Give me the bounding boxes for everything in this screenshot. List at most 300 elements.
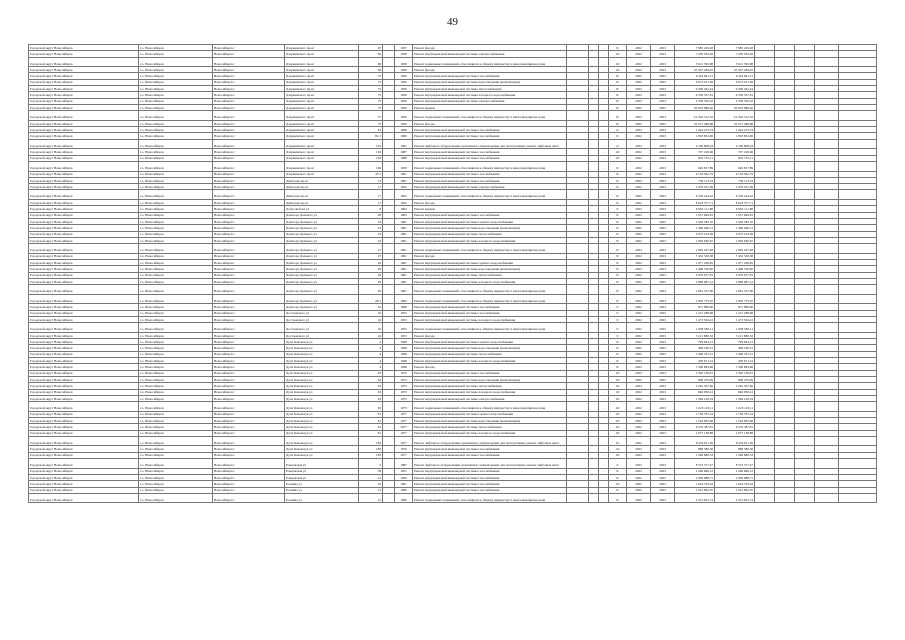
table-cell (567, 436, 589, 446)
table-cell: Новосибирск г (213, 73, 285, 79)
table-cell: 2023 (651, 225, 675, 231)
table-cell: 81 (359, 424, 383, 430)
table-cell: 2023 (651, 104, 675, 110)
table-cell: 8/ (609, 111, 627, 121)
table-cell: 9/ (609, 212, 627, 218)
table-cell: Новосибирск г (213, 481, 285, 487)
table-cell: 8/ (609, 98, 627, 104)
table-cell: . (599, 259, 609, 265)
table-cell: Городской округ Новосибирск (29, 310, 139, 316)
table-cell: 4 (359, 351, 383, 357)
table-cell: 1977 (395, 411, 413, 417)
table-cell: Ремонт фасада (413, 332, 567, 338)
table-cell: 1948 (395, 364, 413, 370)
table-cell: Дмитрова пр-кт (285, 184, 359, 190)
table-cell: 1 008 880,53 (675, 452, 715, 458)
table-cell: Городской округ Новосибирск (29, 474, 139, 480)
table-cell: 1977 (395, 418, 413, 424)
table-cell: 9/ (609, 294, 627, 304)
table-cell: 2022 (627, 206, 651, 212)
table-cell: г.о. Новосибирск (139, 474, 213, 480)
table-cell: г.о. Новосибирск (139, 294, 213, 304)
table-cell: . (599, 161, 609, 171)
table-cell: Городской округ Новосибирск (29, 120, 139, 126)
table-cell: 2023 (651, 285, 675, 295)
table-cell: 736 113,53 (675, 177, 715, 183)
table-cell: 640 817,89 (715, 161, 755, 171)
table-cell: 1 215 268,96 (715, 310, 755, 316)
table-cell: 1973 (395, 376, 413, 382)
table-cell: Новосибирск г (213, 67, 285, 73)
table-cell (755, 323, 775, 333)
table-cell: 2023 (651, 139, 675, 149)
table-cell: 2022 (627, 67, 651, 73)
table-cell (795, 402, 815, 412)
table-cell: 2023 (651, 424, 675, 430)
table-cell: 29 (359, 272, 383, 278)
table-cell: Городской округ Новосибирск (29, 481, 139, 487)
table-cell: Дмитрова пр-кт (285, 200, 359, 206)
table-cell: Дзержинского пр-кт (285, 111, 359, 121)
table-cell: 2022 (627, 345, 651, 351)
table-cell (815, 111, 839, 121)
table-cell: . (599, 92, 609, 98)
table-cell: 1961 (395, 266, 413, 272)
table-cell: 2023 (651, 402, 675, 412)
table-cell (839, 436, 877, 446)
table-cell: 39 (359, 468, 383, 474)
table-row (29, 218, 877, 224)
table-cell: 2023 (651, 351, 675, 357)
table-cell: 183 (359, 436, 383, 446)
table-cell: Ремонт внутридомовой инженерной системы холодного водоснабжения (413, 316, 567, 322)
table-cell: Городской округ Новосибирск (29, 67, 139, 73)
table-cell: 1 838 383,11 (675, 323, 715, 333)
table-cell: Ремонт внутридомовой инженерной системы электроснабжения (413, 98, 567, 104)
table-cell: 8 618 377,71 (715, 200, 755, 206)
table-cell: . (599, 481, 609, 487)
table-cell: 5/ (609, 332, 627, 338)
table-cell: Ремонт внутридомовой инженерной системы водоотведения (канализации) (413, 266, 567, 272)
table-cell (815, 459, 839, 469)
table-cell: 1 499 796,85 (715, 266, 755, 272)
table-cell: 10/ (609, 418, 627, 424)
table-cell: Ремонт внутридомовой инженерной системы горячего водоснабжения (413, 411, 567, 417)
table-cell: 7 452 536,38 (675, 253, 715, 259)
table-cell: 439 671,21 (715, 358, 755, 364)
table-cell: Дзержинского пр-кт (285, 98, 359, 104)
table-cell: 10/ (609, 424, 627, 430)
table-cell: Доватора Дальнего ул (285, 244, 359, 254)
table-cell: 1 803 832,06 (715, 133, 755, 139)
table-cell: г.о. Новосибирск (139, 127, 213, 133)
table-cell: 183 (359, 446, 383, 452)
table-cell: 163 (359, 155, 383, 161)
table-cell: 9 500 461,24 (715, 86, 755, 92)
table-row (29, 389, 877, 395)
table-cell: 4 975 214,38 (675, 231, 715, 237)
table-cell: Городской округ Новосибирск (29, 218, 139, 224)
table-cell: Ремонт внутридомовой инженерной системы газоснабжения (413, 452, 567, 458)
table-cell: г.о. Новосибирск (139, 218, 213, 224)
table-cell: 2023 (651, 332, 675, 338)
table-cell: 2 312 091,74 (715, 493, 755, 503)
table-cell: 2022 (627, 383, 651, 389)
table-cell: 2022 (627, 259, 651, 265)
table-cell: 4 339 358,16 (715, 98, 755, 104)
table-cell: . (599, 323, 609, 333)
table-cell: 1961 (395, 171, 413, 177)
table-cell: 1 444 213,74 (675, 127, 715, 133)
table-cell: 25 307 469,45 (715, 67, 755, 73)
table-cell: 6 276 387,81 (715, 424, 755, 430)
table-cell: 1961 (395, 278, 413, 284)
table-cell: Новосибирск г (213, 272, 285, 278)
table-cell (383, 190, 395, 200)
table-cell: . (599, 231, 609, 237)
table-cell: Новосибирск г (213, 237, 285, 243)
table-cell: 835 701,11 (715, 155, 755, 161)
table-cell: 1961 (395, 225, 413, 231)
table-cell: . (599, 474, 609, 480)
table-cell: 1 941 894,70 (675, 487, 715, 493)
table-cell: Городской округ Новосибирск (29, 430, 139, 436)
table-cell: Ремонт внутридомовой инженерной системы теплоснабжения (413, 351, 567, 357)
table-cell: Городской округ Новосибирск (29, 323, 139, 333)
table-cell: 2/ (609, 139, 627, 149)
table-cell: Ельцовская ул (285, 468, 359, 474)
table-cell (589, 493, 599, 503)
table-cell: 1977 (395, 424, 413, 430)
table-row (29, 468, 877, 474)
table-cell (795, 459, 815, 469)
table-cell: Городской округ Новосибирск (29, 51, 139, 57)
table-cell: . (599, 244, 609, 254)
table-cell: . (599, 225, 609, 231)
table-cell (589, 459, 599, 469)
table-cell: Новосибирск г (213, 212, 285, 218)
table-cell: 2023 (651, 161, 675, 171)
table-cell: 4 976 977,81 (715, 272, 755, 278)
table-cell: 7 260 884,66 (715, 364, 755, 370)
table-cell: 16 (359, 310, 383, 316)
table-cell (383, 294, 395, 304)
table-cell: 1 677 138,88 (715, 430, 755, 436)
table-cell: 1961 (395, 253, 413, 259)
table-cell: 4 134 362,79 (715, 171, 755, 177)
table-cell: Дзержинского пр-кт (285, 51, 359, 57)
table-cell (383, 436, 395, 446)
table-cell: Дзержинского пр-кт (285, 120, 359, 126)
table-cell: . (599, 133, 609, 139)
table-cell: 2022 (627, 323, 651, 333)
table-cell: 8/ (609, 86, 627, 92)
table-body (29, 45, 877, 503)
table-cell: 1973 (395, 370, 413, 376)
table-cell: 75 (359, 79, 383, 85)
table-cell: 7 260 884,66 (675, 364, 715, 370)
table-cell: Новосибирск г (213, 418, 285, 424)
table-cell: . (599, 155, 609, 161)
table-cell: 1961 (395, 259, 413, 265)
table-cell: 2023 (651, 418, 675, 424)
table-cell: 4 134 362,79 (675, 171, 715, 177)
table-cell: 27 (359, 244, 383, 254)
table-row (29, 212, 877, 218)
table-cell: Ремонт внутридомовой инженерной системы газоснабжения (413, 177, 567, 183)
table-cell (775, 111, 795, 121)
table-cell (839, 294, 877, 304)
table-cell: Новосибирск г (213, 474, 285, 480)
table-cell: Городской округ Новосибирск (29, 155, 139, 161)
table-cell: Городской округ Новосибирск (29, 171, 139, 177)
table-cell: Ремонт фасада (413, 253, 567, 259)
table-cell: 1955 (395, 310, 413, 316)
table-cell: . (599, 294, 609, 304)
table-cell (589, 285, 599, 295)
table-cell: Ремонт подвальных помещений, относящихся к общему имуществу в многоквартирном доме (413, 323, 567, 333)
table-cell: 1 658 383,70 (715, 218, 755, 224)
table-cell: 1977 (395, 436, 413, 446)
table-cell: 1 905 427,48 (675, 244, 715, 254)
table-cell: 2022 (627, 231, 651, 237)
table-cell (755, 57, 775, 67)
table-cell: Городской округ Новосибирск (29, 161, 139, 171)
table-cell: 63 (359, 389, 383, 395)
table-cell: Городской округ Новосибирск (29, 253, 139, 259)
table-cell (775, 493, 795, 503)
table-cell: Дзержинского пр-кт (285, 149, 359, 155)
table-cell: Ремонт внутридомовой инженерной системы газоснабжения (413, 155, 567, 161)
table-cell: г.о. Новосибирск (139, 481, 213, 487)
table-cell: г.о. Новосибирск (139, 452, 213, 458)
table-cell: 23 (359, 231, 383, 237)
table-cell (567, 402, 589, 412)
table-cell: г.о. Новосибирск (139, 389, 213, 395)
table-cell: Дуси Ковальчук ул (285, 345, 359, 351)
table-cell: 6 276 387,81 (675, 424, 715, 430)
table-cell: Городской округ Новосибирск (29, 304, 139, 310)
table-cell: 17 (359, 190, 383, 200)
table-cell: 2023 (651, 218, 675, 224)
table-cell: Дуси Ковальчук ул (285, 418, 359, 424)
table-cell: Городской округ Новосибирск (29, 278, 139, 284)
table-cell (839, 285, 877, 295)
table-cell: 7 452 536,38 (715, 253, 755, 259)
table-cell: Доватора Дальнего ул (285, 278, 359, 284)
table-cell (567, 190, 589, 200)
table-cell (815, 190, 839, 200)
table-cell: Новосибирск г (213, 259, 285, 265)
table-cell (795, 294, 815, 304)
table-cell: 16 (359, 332, 383, 338)
table-cell: 1959 (395, 161, 413, 171)
table-cell: Городской округ Новосибирск (29, 459, 139, 469)
table-cell: 1 496 466,21 (675, 225, 715, 231)
table-cell (795, 323, 815, 333)
table-cell (383, 244, 395, 254)
table-cell: 9/ (609, 285, 627, 295)
table-cell: 10/ (609, 57, 627, 67)
table-cell: 20 952 886,46 (675, 104, 715, 110)
table-cell: 1956 (395, 98, 413, 104)
table-cell: Дуси Ковальчук ул (285, 402, 359, 412)
table-cell: 5/ (609, 323, 627, 333)
table-row (29, 376, 877, 382)
table-row (29, 436, 877, 446)
table-cell: Дзержинского пр-кт (285, 155, 359, 161)
table-cell: Доватора Дальнего ул (285, 272, 359, 278)
table-cell: 6 073 191,38 (715, 79, 755, 85)
table-cell: г.о. Новосибирск (139, 424, 213, 430)
table-cell (755, 285, 775, 295)
table-cell: 4 (359, 339, 383, 345)
table-cell: Городской округ Новосибирск (29, 73, 139, 79)
table-cell: 2022 (627, 244, 651, 254)
table-row (29, 323, 877, 333)
table-cell: 2023 (651, 266, 675, 272)
table-cell: г.о. Новосибирск (139, 459, 213, 469)
table-cell: 4 236 244,42 (715, 190, 755, 200)
table-cell: 1977 (395, 452, 413, 458)
table-cell: 2022 (627, 430, 651, 436)
table-cell: Городской округ Новосибирск (29, 237, 139, 243)
table-cell: Дзержинского пр-кт (285, 133, 359, 139)
table-cell: 1952 (395, 184, 413, 190)
table-cell (383, 493, 395, 503)
table-cell (815, 323, 839, 333)
table-cell (775, 57, 795, 67)
table-cell: 1973 (395, 383, 413, 389)
table-cell: Городской округ Новосибирск (29, 487, 139, 493)
table-cell: Ремонт крыши (413, 206, 567, 212)
table-cell: 9/ (609, 184, 627, 190)
table-cell: Ремонт подвальных помещений, относящихся к общему имуществу в многоквартирном доме (413, 190, 567, 200)
table-cell: Доватора Дальнего ул (285, 285, 359, 295)
table-cell: 2023 (651, 149, 675, 155)
table-cell (755, 139, 775, 149)
table-cell: 9/ (609, 161, 627, 171)
table-cell: Новосибирск г (213, 370, 285, 376)
table-cell: 75 (359, 86, 383, 92)
table-cell: 2023 (651, 200, 675, 206)
table-cell: Ремонт внутридомовой инженерной системы горячего водоснабжения (413, 218, 567, 224)
table-cell: 81 (359, 418, 383, 424)
table-cell: 63 (359, 370, 383, 376)
table-cell: Ремонт внутридомовой инженерной системы теплоснабжения (413, 272, 567, 278)
table-cell: Дуси Ковальчук ул (285, 358, 359, 364)
table-cell: 2023 (651, 310, 675, 316)
table-cell: 1956 (395, 104, 413, 110)
table-cell: 9/ (609, 474, 627, 480)
table-cell: Новосибирск г (213, 452, 285, 458)
table-cell: Новосибирск г (213, 345, 285, 351)
table-cell: 1 496 331,31 (675, 351, 715, 357)
table-row (29, 139, 877, 149)
table-cell: Городской округ Новосибирск (29, 212, 139, 218)
table-cell: 7 985 263,28 (675, 45, 715, 51)
table-cell: г.о. Новосибирск (139, 370, 213, 376)
table-cell: 1955 (395, 316, 413, 322)
table-cell: 161 (359, 139, 383, 149)
table-cell: г.о. Новосибирск (139, 316, 213, 322)
table-cell: Городской округ Новосибирск (29, 452, 139, 458)
table-cell: 2022 (627, 98, 651, 104)
table-cell: 5/ (609, 316, 627, 322)
table-cell: Новосибирск г (213, 395, 285, 401)
table-cell: 2022 (627, 272, 651, 278)
table-cell: 2023 (651, 411, 675, 417)
table-cell: . (599, 212, 609, 218)
table-cell: 2023 (651, 45, 675, 51)
table-cell: Городской округ Новосибирск (29, 411, 139, 417)
table-cell: Ельцовская ул (285, 459, 359, 469)
table-cell: Достоевского ул (285, 323, 359, 333)
table-cell: 9/ (609, 487, 627, 493)
table-cell: 2022 (627, 149, 651, 155)
table-cell: 28 (359, 212, 383, 218)
table-cell: Дзержинского пр-кт (285, 171, 359, 177)
table-cell: Новосибирск г (213, 184, 285, 190)
table-cell: 2023 (651, 294, 675, 304)
table-cell: Городской округ Новосибирск (29, 86, 139, 92)
table-cell: 9/ (609, 177, 627, 183)
table-cell: 1991 (395, 139, 413, 149)
table-cell: . (599, 459, 609, 469)
table-cell: Городской округ Новосибирск (29, 285, 139, 295)
table-cell: Городской округ Новосибирск (29, 139, 139, 149)
table-cell: 846 950,41 (675, 389, 715, 395)
table-cell: г.о. Новосибирск (139, 184, 213, 190)
table-cell: г.о. Новосибирск (139, 92, 213, 98)
table-cell: Городской округ Новосибирск (29, 493, 139, 503)
table-cell: Новосибирск г (213, 231, 285, 237)
table-cell: Дуси Ковальчук ул (285, 452, 359, 458)
table-cell: Доватора Дальнего ул (285, 253, 359, 259)
table-cell: 469 236,31 (675, 345, 715, 351)
table-cell: . (599, 98, 609, 104)
table-cell: 469 236,31 (715, 345, 755, 351)
table-cell (589, 111, 599, 121)
table-cell: Новосибирск г (213, 45, 285, 51)
table-cell: 2023 (651, 231, 675, 237)
table-row (29, 430, 877, 436)
table-cell: 3 012 395,88 (675, 57, 715, 67)
table-cell: 1 384 126,34 (675, 395, 715, 401)
table-cell: . (599, 120, 609, 126)
table-row (29, 111, 877, 121)
table-row (29, 244, 877, 254)
table-cell (795, 190, 815, 200)
table-cell: . (599, 285, 609, 295)
table-cell: Ремонт внутридомовой инженерной системы горячего водоснабжения (413, 259, 567, 265)
table-cell: 640 817,89 (675, 161, 715, 171)
table-cell: Ремонт фасада (413, 45, 567, 51)
table-cell: Доватора Дальнего ул (285, 266, 359, 272)
table-cell: 1952 (395, 200, 413, 206)
table-row (29, 57, 877, 67)
table-cell: Есенина ул (285, 481, 359, 487)
table-cell: Дзержинского пр-кт (285, 67, 359, 73)
table-cell: Дзержинского пр-кт (285, 57, 359, 67)
table-row (29, 149, 877, 155)
table-cell: 3 245 307,66 (675, 383, 715, 389)
table-row (29, 155, 877, 161)
table-cell: 2023 (651, 459, 675, 469)
table-cell (383, 285, 395, 295)
table-cell: 2023 (651, 133, 675, 139)
table-cell: Городской округ Новосибирск (29, 468, 139, 474)
